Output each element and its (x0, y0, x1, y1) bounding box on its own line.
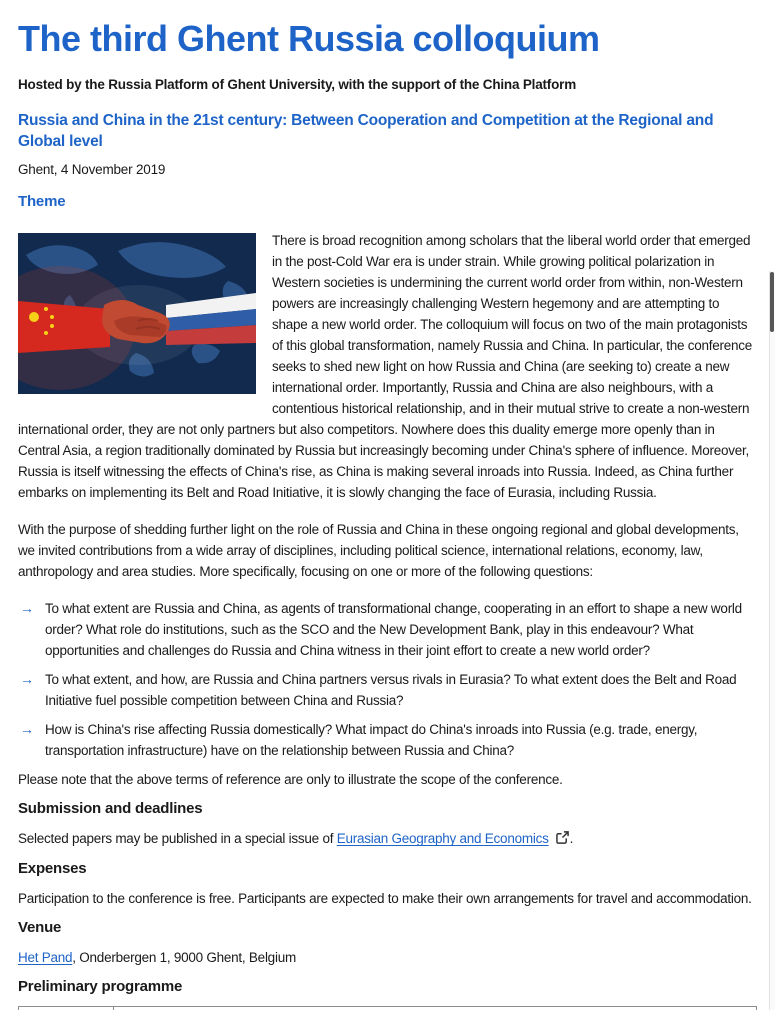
page-subtitle: Hosted by the Russia Platform of Ghent University, with the support of the China Platform (18, 77, 577, 93)
venue-text (18, 947, 757, 968)
section-heading-submission: Submission and deadlines (18, 800, 203, 818)
section-heading-expenses: Expenses (18, 860, 87, 878)
event-title: Russia and China in the 21st century: Between Cooperation and Competition at the Regional and Global level (18, 112, 714, 151)
arrow-bullet-icon: → (20, 671, 34, 688)
theme-paragraph-1: There is broad recognition among scholars that the liberal world order that emerged in the post-Cold War era is under strain. While growing political polarization in Western societies is undermining the current world order from within, non-Western powers are increasingly challenging Western hegemony and are attempting to shape a new world order. The colloquium will focus on two of the main protagonists of this global transformation, namely Russia and China. In particular, the conference seeks to shed new light on how Russia and China (are seeking to) create a new international order. Importantly, Russia and China are also neighbours, with a contentious historical relationship, and in their mutual strive to create a non-western international order, they are not only partners but also competitors. Nowhere does this duality emerge more openly than in Central Asia, a region traditionally dominated by Russia but increasingly becoming under China's sphere of influence. Moreover, Russia is itself witnessing the effects of China's rise, as China is making several inroads into Russia. Indeed, as China further embarks on implementing its Belt and Road Initiative, it is slowly changing the face of Eurasia, including Russia. (18, 233, 753, 501)
questions-list (20, 598, 757, 761)
question-text: How is China's rise affecting Russia domestically? What impact do China's inroads into Russia (e.g. trade, energy, transportation infrastructure) have on the relationship between Russia and China? (45, 722, 698, 759)
submission-text-before: Selected papers may be published in a special issue of (18, 831, 337, 847)
theme-paragraph-2: With the purpose of shedding further light on the role of Russia and China in these ongoing regional and global developments, we invited contributions from a wide array of disciplines, including political science, international relations, economy, law, anthropology and area studies. More specifically, focusing on one or more of the following questions: (18, 522, 739, 580)
question-text: To what extent are Russia and China, as agents of transformational change, cooperating in an effort to shape a new world order? What role do institutions, such as the SCO and the New Development Bank, play in this endeavour? What opportunities and challenges do Russia and China witness in their joint effort to create a new world order? (45, 601, 742, 659)
question-text: To what extent, and how, are Russia and China partners versus rivals in Eurasia? To what extent does the Belt and Road Initiative fuel possible competition between China and Russia? (45, 672, 737, 709)
venue-text-after: , Onderbergen 1, 9000 Ghent, Belgium (72, 950, 296, 966)
section-heading-venue: Venue (18, 919, 62, 937)
section-heading-theme: Theme (18, 193, 66, 211)
arrow-bullet-icon: → (20, 721, 34, 738)
list-item (20, 669, 757, 711)
scrollbar-thumb[interactable] (770, 272, 774, 332)
journal-link[interactable]: Eurasian Geography and Economics (336, 831, 549, 847)
russia-china-handshake-image (18, 233, 256, 394)
submission-text-after: . (569, 831, 574, 847)
submission-text (18, 828, 757, 850)
venue-link[interactable]: Het Pand (18, 950, 73, 966)
programme-table (18, 1006, 757, 1010)
scrollbar-track[interactable] (769, 271, 775, 1010)
list-item (20, 719, 757, 761)
scope-note: Please note that the above terms of reference are only to illustrate the scope of the conference. (18, 772, 563, 788)
list-item (20, 598, 757, 661)
page-title: The third Ghent Russia colloquium (18, 18, 600, 59)
theme-section (18, 230, 757, 503)
arrow-bullet-icon: → (20, 600, 34, 617)
external-link-icon[interactable] (556, 829, 569, 850)
event-location-date: Ghent, 4 November 2019 (18, 162, 166, 178)
expenses-text: Participation to the conference is free. Participants are expected to make their own arrangements for travel and accommodation. (18, 891, 752, 907)
section-heading-programme: Preliminary programme (18, 978, 183, 996)
